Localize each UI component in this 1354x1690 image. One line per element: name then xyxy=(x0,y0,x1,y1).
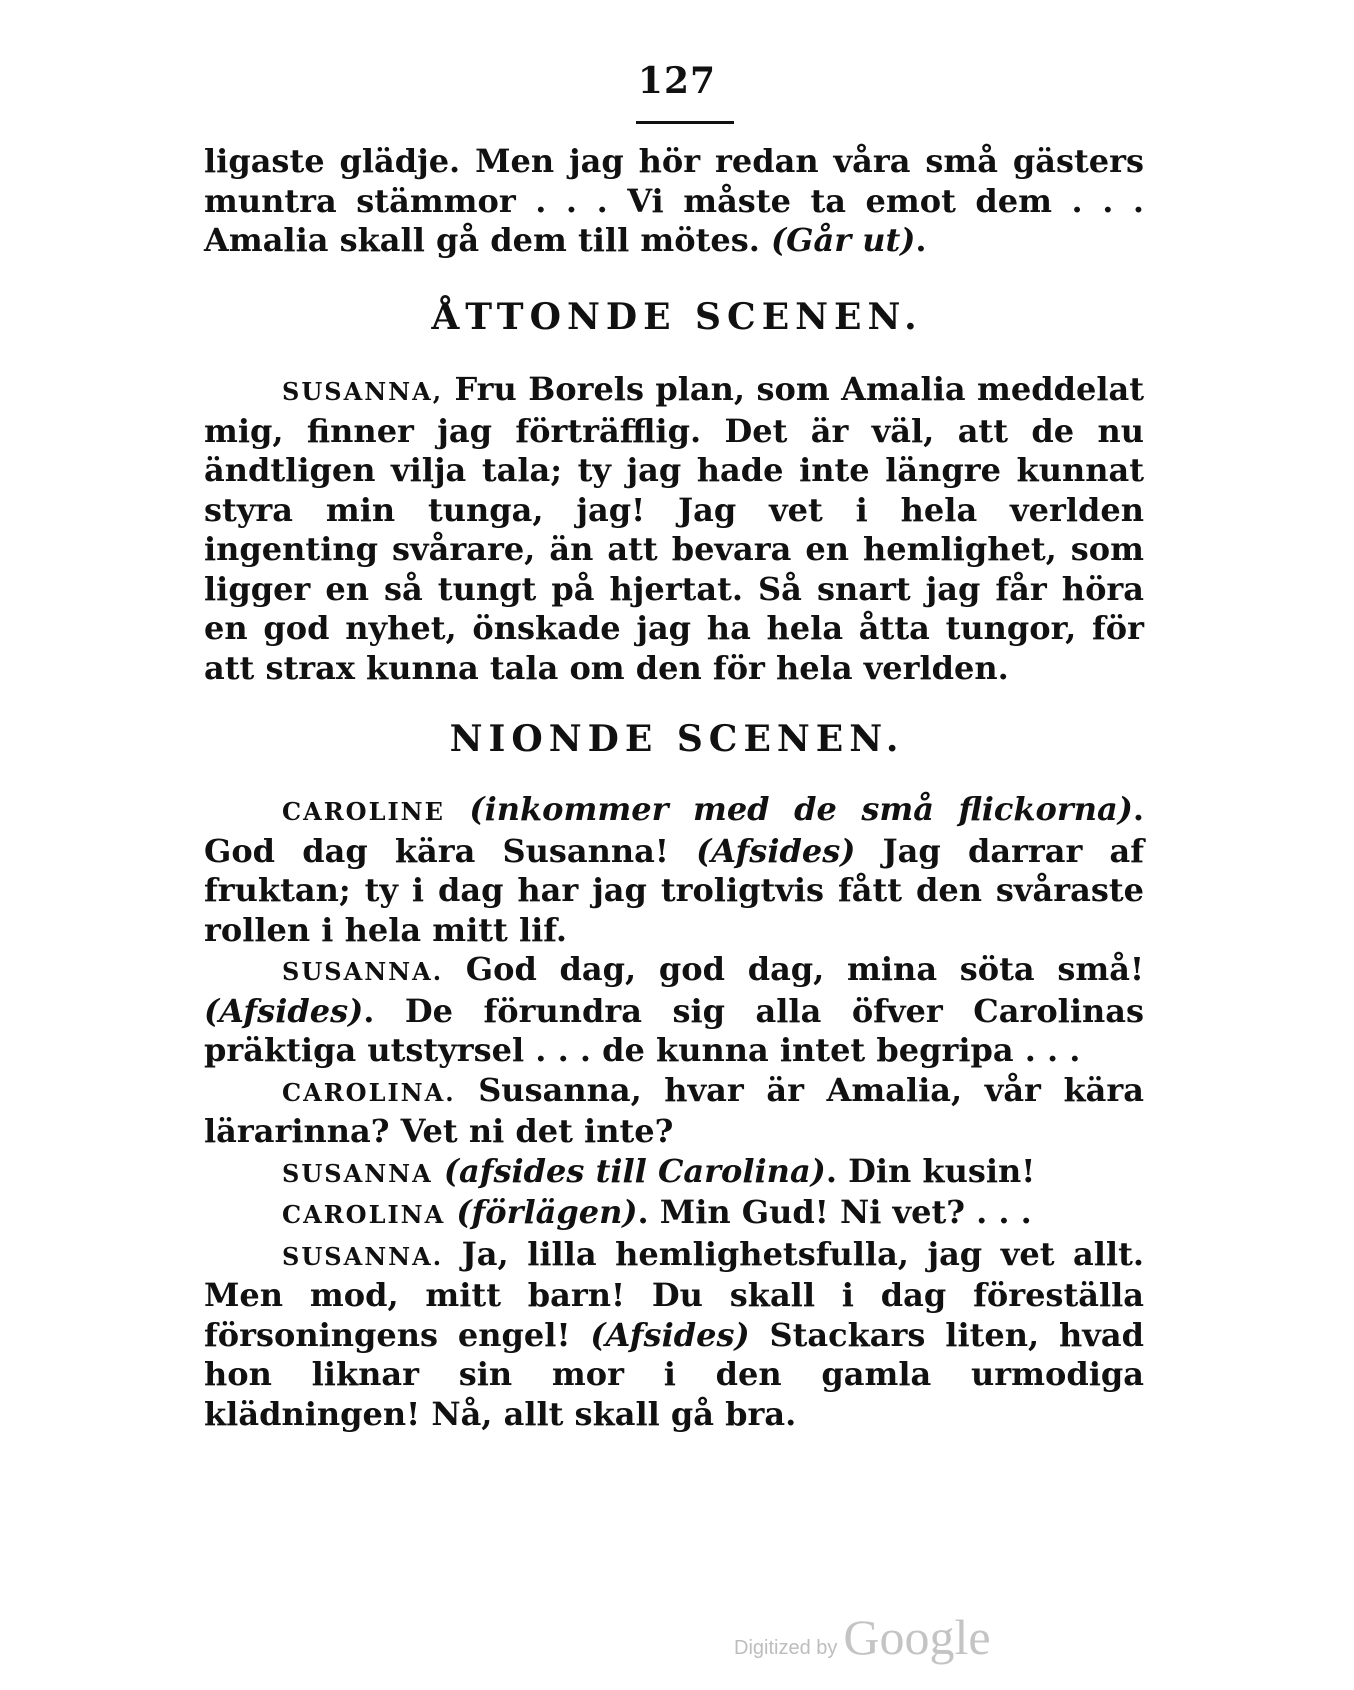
scene-heading-attonde: ÅTTONDE SCENEN. xyxy=(431,296,923,338)
scene9-paragraph-2 xyxy=(204,950,1144,1071)
google-logo: Google xyxy=(843,1609,991,1665)
stage-direction: (Afsides) xyxy=(590,1315,750,1354)
stage-direction: (Går ut) xyxy=(771,221,916,259)
digitized-watermark xyxy=(734,1608,991,1666)
opening-text: ligaste glädje. Men jag hör redan våra små gästers muntra stämmor . . . Vi måste ta emot dem . . . Amalia skall gå dem till mötes. xyxy=(204,142,1144,259)
page-number-rule xyxy=(636,121,734,124)
stage-direction: (afsides till Carolina) xyxy=(443,1151,826,1190)
dialogue-text: . God dag kära Susanna! xyxy=(204,790,1144,870)
stage-direction: (inkommer med de små flickorna) xyxy=(469,790,1133,828)
scene8-body xyxy=(204,370,1144,688)
speaker-name: CAROLINE xyxy=(282,797,445,826)
dialogue-text: God dag, god dag, mina söta små! xyxy=(465,950,1145,988)
scene9-paragraph-6 xyxy=(204,1235,1144,1435)
scene-heading-nionde: NIONDE SCENEN. xyxy=(449,718,905,760)
watermark-prefix: Digitized by xyxy=(734,1637,838,1659)
dialogue-text: . Min Gud! Ni vet? . . . xyxy=(637,1193,1032,1231)
dialogue-text: Jag darrar af fruktan; ty i dag har jag troligtvis fått den svåraste rollen i hela mitt lif. xyxy=(204,831,1145,949)
dialogue-text: Fru Borels plan, som Amalia meddelat mig, finner jag förträfflig. Det är väl, att de nu ändtligen vilja tala; ty jag hade inte längre kunnat styra min tunga, jag! Jag vet i hela verlden ingenting svårare, än att bevara en hemlighet, som ligger en så tungt på hjertat. Så snart jag får höra en god nyhet, önskade jag ha hela åtta tungor, för att strax kunna tala om den för hela verlden. xyxy=(204,370,1145,687)
stage-direction: (förlägen) xyxy=(456,1193,638,1231)
scene9-paragraph-3 xyxy=(204,1071,1144,1152)
stage-direction: (Afsides) xyxy=(696,831,856,870)
dialogue-text: Ja, lilla hemlighetsfulla, jag vet allt. Men mod, mitt barn! Du skall i dag föreställa försoningens engel! xyxy=(204,1234,1145,1354)
speaker-name: SUSANNA xyxy=(282,1158,433,1188)
speaker-name: SUSANNA. xyxy=(282,1241,444,1271)
scene9-paragraph-4 xyxy=(204,1152,1144,1194)
page-number: 127 xyxy=(637,60,717,102)
dialogue-text: Stackars liten, hvad hon liknar sin mor i den gamla urmodiga klädningen! Nå, allt skall gå bra. xyxy=(204,1315,1144,1433)
dialogue-text: . Din kusin! xyxy=(825,1151,1036,1190)
speaker-name: SUSANNA, xyxy=(282,377,444,406)
opening-end: . xyxy=(915,221,927,259)
scene8-paragraph xyxy=(204,370,1144,688)
speaker-name: SUSANNA. xyxy=(282,957,444,986)
scene9-paragraph-5 xyxy=(204,1193,1144,1235)
stage-direction: (Afsides) xyxy=(204,991,364,1030)
speaker-name: CAROLINA. xyxy=(282,1077,456,1107)
opening-paragraph xyxy=(204,142,1144,261)
scene9-body xyxy=(204,790,1144,1434)
scene9-paragraph-1 xyxy=(204,790,1144,950)
speaker-name: CAROLINA xyxy=(282,1200,446,1229)
dialogue-text: Susanna, hvar är Amalia, vår kära lärarinna? Vet ni det inte? xyxy=(204,1070,1145,1150)
dialogue-text: . De förundra sig alla öfver Carolinas präktiga utstyrsel . . . de kunna intet begripa . . . xyxy=(204,991,1144,1069)
